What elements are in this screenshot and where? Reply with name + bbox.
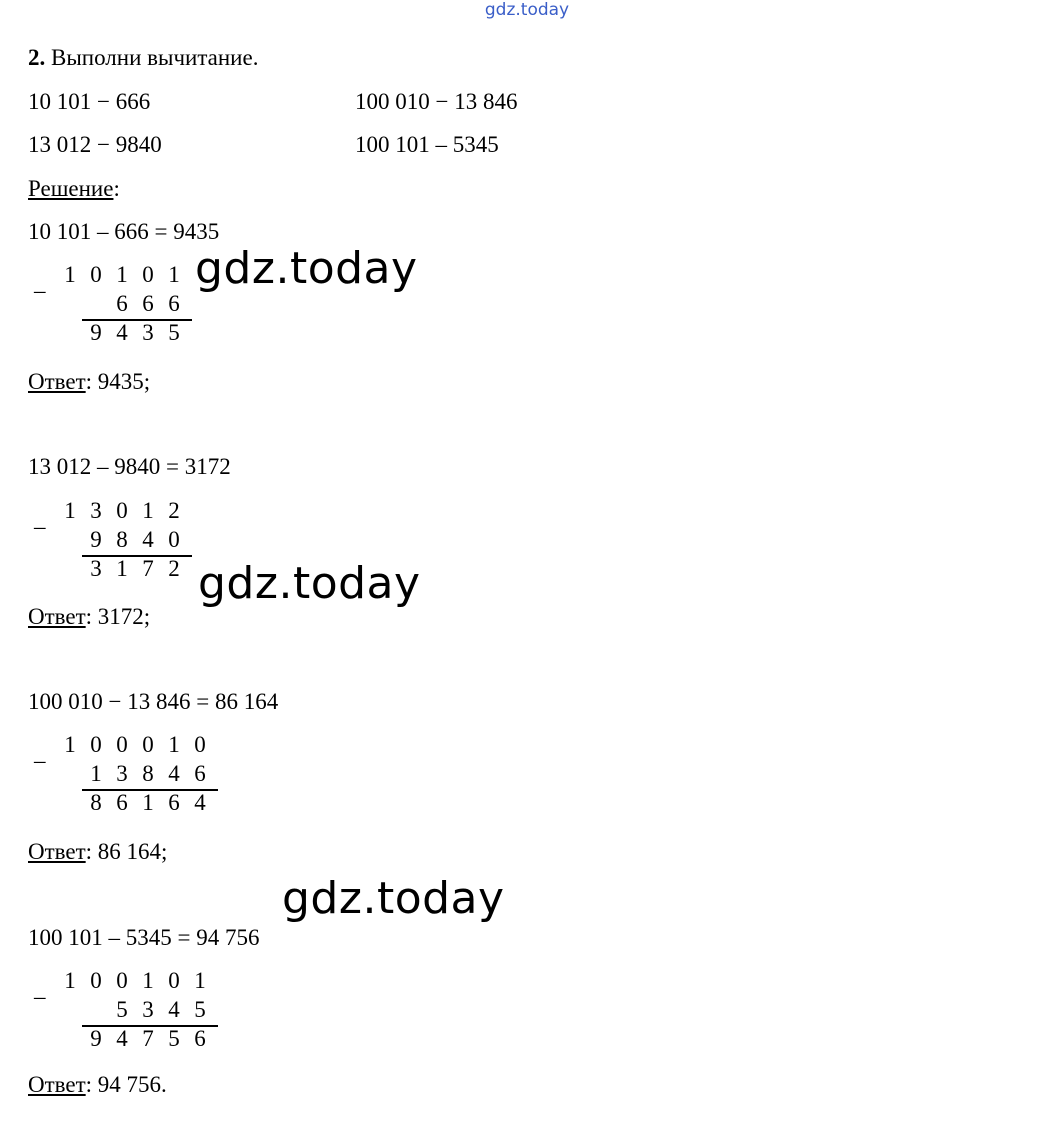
digit: 4 [116,320,128,345]
digit: 3 [90,498,102,523]
answer-value: : 3172; [85,604,151,629]
digit: 6 [142,291,154,316]
minus-sign: – [34,747,46,773]
digit: 4 [168,997,180,1022]
digit: 5 [168,1026,180,1051]
digit: 2 [168,498,180,523]
digit: 3 [116,761,128,786]
digit: 0 [194,732,206,757]
digit: 1 [64,968,76,993]
digit: 3 [142,320,154,345]
solution-4-column [28,968,248,1058]
digit: 1 [116,262,128,287]
digit: 3 [142,997,154,1022]
digit: 7 [142,556,154,581]
digit: 7 [142,1026,154,1051]
digit: 0 [142,732,154,757]
digit: 1 [64,262,76,287]
solution-1-equation: 10 101 – 666 = 9435 [28,219,220,244]
digit: 5 [116,997,128,1022]
digit: 6 [194,761,206,786]
digit: 5 [194,997,206,1022]
digit: 6 [116,790,128,815]
digit: 9 [90,527,102,552]
watermark-2: gdz.today [198,558,421,609]
exercise-1-left: 10 101 − 666 [28,89,151,114]
answer-label: Ответ [28,839,86,864]
answer-label: Ответ [28,1072,86,1097]
top-watermark: gdz.today [484,0,570,20]
digit: 1 [194,968,206,993]
digit: 8 [90,790,102,815]
digit: 9 [90,320,102,345]
solution-2-answer [28,603,150,631]
watermark-1: gdz.today [195,243,418,294]
digit: 6 [168,790,180,815]
task-number: 2. [28,45,46,70]
solution-2-equation: 13 012 – 9840 = 3172 [28,454,231,479]
digit: 4 [194,790,206,815]
answer-label: Ответ [28,604,86,629]
digit: 3 [90,556,102,581]
digit: 0 [90,968,102,993]
watermark-3: gdz.today [282,873,505,924]
digit: 0 [90,262,102,287]
digit: 0 [116,968,128,993]
exercise-2-left: 13 012 − 9840 [28,132,162,157]
solution-label: Решение [28,176,114,201]
digit: 0 [168,527,180,552]
subtraction-line [82,555,192,557]
digit: 1 [142,790,154,815]
digit: 1 [64,732,76,757]
minus-sign: – [34,277,46,303]
digit: 1 [116,556,128,581]
subtraction-line [82,1025,218,1027]
digit: 0 [90,732,102,757]
exercise-1-right: 100 010 − 13 846 [355,89,518,114]
answer-value: : 9435; [85,369,151,394]
subtraction-line [82,319,192,321]
digit: 4 [116,1026,128,1051]
digit: 9 [90,1026,102,1051]
digit: 1 [142,968,154,993]
digit: 4 [142,527,154,552]
digit: 1 [90,761,102,786]
digit: 0 [116,498,128,523]
digit: 2 [168,556,180,581]
minus-sign: – [34,983,46,1009]
minus-sign: – [34,513,46,539]
solution-colon: : [113,176,120,201]
answer-label: Ответ [28,369,86,394]
subtraction-line [82,789,218,791]
solution-3-equation: 100 010 − 13 846 = 86 164 [28,689,279,714]
digit: 8 [116,527,128,552]
solution-heading [28,175,120,203]
solution-4-equation: 100 101 – 5345 = 94 756 [28,925,260,950]
digit: 1 [64,498,76,523]
digit: 1 [142,498,154,523]
digit: 6 [168,291,180,316]
digit: 1 [168,262,180,287]
digit: 0 [116,732,128,757]
task-heading [28,44,258,72]
digit: 6 [116,291,128,316]
digit: 6 [194,1026,206,1051]
solution-1-answer [28,368,150,396]
digit: 0 [142,262,154,287]
task-title: Выполни вычитание. [51,45,259,70]
digit: 4 [168,761,180,786]
answer-value: : 94 756. [85,1072,167,1097]
digit: 1 [168,732,180,757]
solution-3-answer [28,838,167,866]
digit: 0 [168,968,180,993]
digit: 8 [142,761,154,786]
digit: 5 [168,320,180,345]
answer-value: : 86 164; [85,839,168,864]
solution-4-answer [28,1071,167,1099]
solution-3-column [28,732,248,822]
exercise-2-right: 100 101 – 5345 [355,132,499,157]
